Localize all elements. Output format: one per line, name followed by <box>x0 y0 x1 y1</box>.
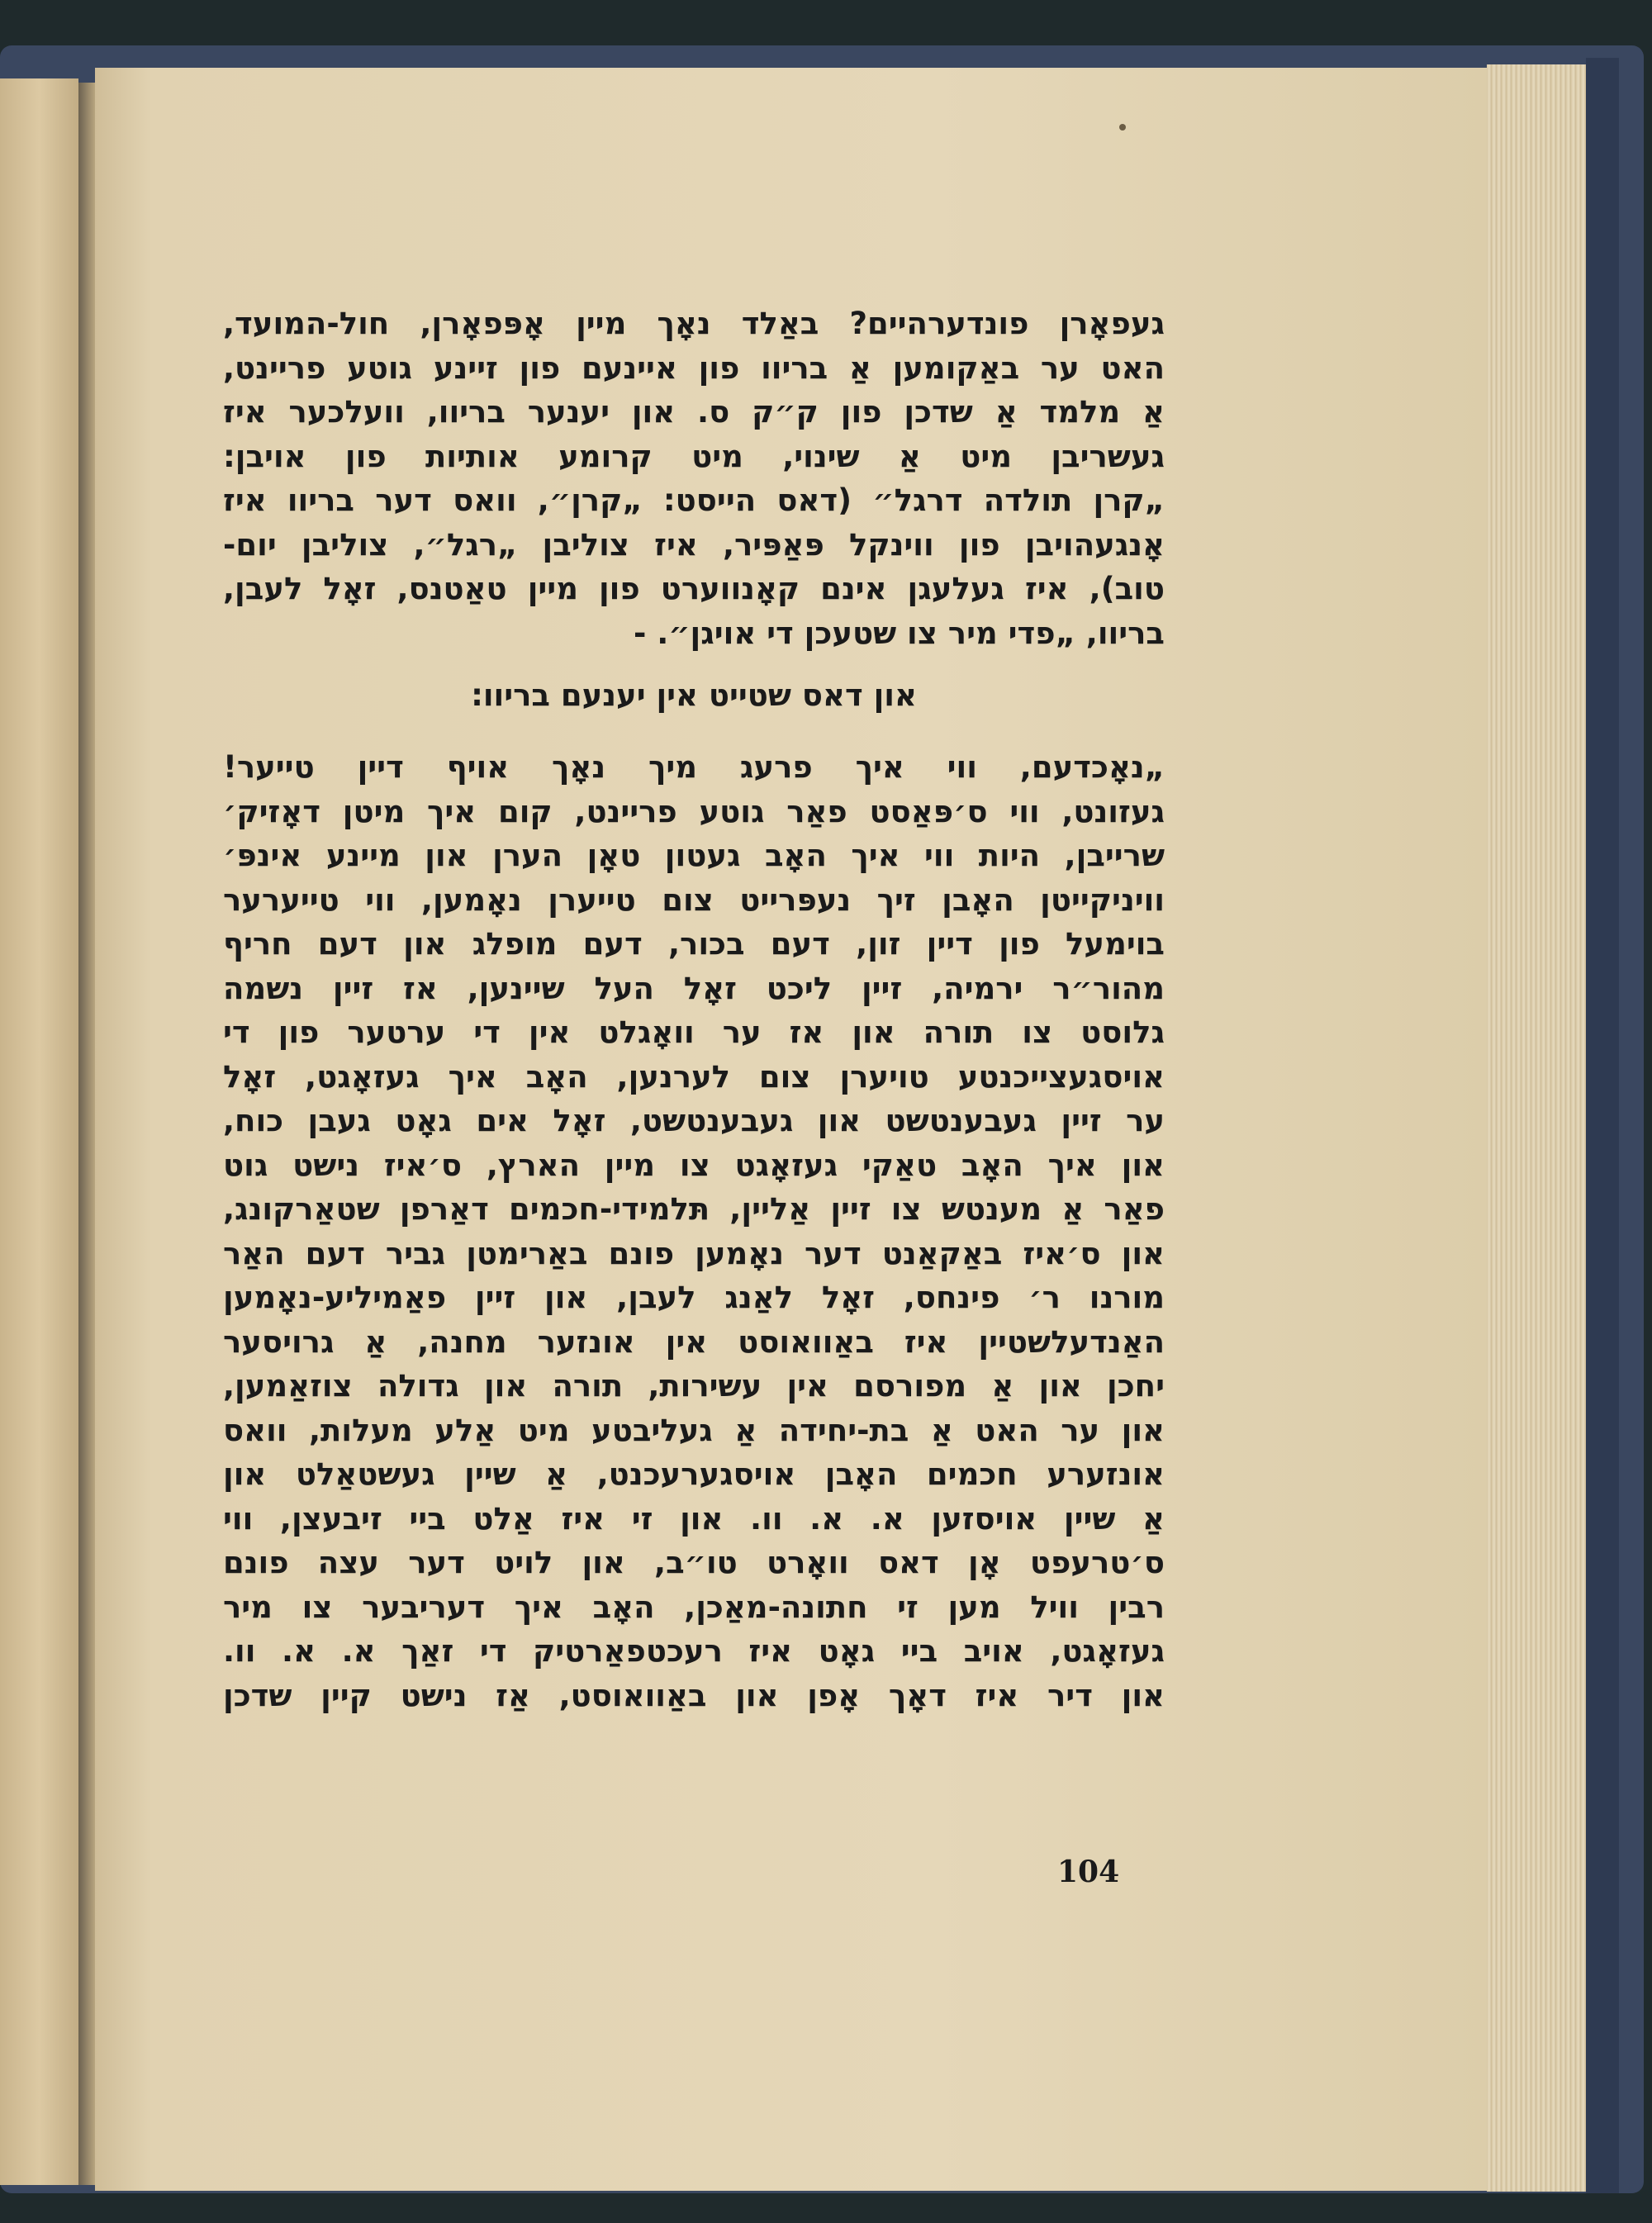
text-line: אויסגעצייכנטע טויערן צום לערנען, האָב איך געזאָגט, זאָל <box>223 1058 1165 1095</box>
text-line: בוימעל פון דיין זון, דעם בכור, דעם מופלג און דעם חריף <box>223 926 1165 962</box>
text-line: ס׳טרעפט אָן דאס וואָרט טו״ב, און לויט דער עצה פונם <box>223 1545 1165 1580</box>
page-number: 104 <box>1057 1855 1120 1889</box>
page-text <box>223 302 1165 1717</box>
text-line: און איך האָב טאַקי געזאָגט צו מיין הארץ, ס׳איז נישט גוט <box>223 1147 1165 1183</box>
text-line: און ס׳איז באַקאַנט דער נאָמען פונם באַרימטן גביר דעם האַר <box>223 1235 1165 1271</box>
text-line: מהור״ר ירמיה, זיין ליכט זאָל העל שיינען, אז זיין נשמה <box>223 970 1165 1006</box>
text-line: מורנו ר׳ פינחס, זאָל לאַנג לעבן, און זיין פאַמיליע-נאָמען <box>223 1280 1165 1315</box>
text-line: ער זיין געבענטשט און געבענטשט, זאָל אים גאָט געבן כוח, <box>223 1103 1165 1138</box>
text-line: האט ער באַקומען אַ בריוו פון איינעם פון זיינע גוטע פריינט, <box>223 349 1165 386</box>
text-line: גלוסט צו תורה און אז ער וואָגלט אין די ערטער פון די <box>223 1014 1165 1050</box>
text-line: טוב), איז געלעגן אינם קאָנווערט פון מיין טאַטנס, זאָל לעבן, <box>223 571 1165 606</box>
text-line: „נאָכדעם, ווי איך פרעג מיך נאָך אויף דיין טייער! <box>223 749 1165 785</box>
text-line: געזאָגט, אויב ביי גאָט איז רעכטפאַרטיק די זאַך א. א. וו. <box>223 1633 1165 1669</box>
page-edges <box>1487 64 1590 2192</box>
cover-edge <box>1586 58 1619 2193</box>
gutter-shadow <box>78 83 95 2185</box>
text-line: שרייבן, היות ווי איך האָב געטון טאָן הערן און מיינע אינפּ׳ <box>223 838 1165 873</box>
paragraph-2 <box>223 745 1165 1717</box>
section-heading: און דאס שטייט אין יענעם בריוו: <box>471 677 917 713</box>
text-line: אונזערע חכמים האָבן אויסגערעכנט, אַ שיין געשטאַלט און <box>223 1456 1165 1492</box>
text-line: אַ שיין אויסזען א. א. וו. און זי איז אַלט ביי זיבעצן, ווי <box>223 1500 1165 1537</box>
text-line: און דיר איז דאָך אָפן און באַוואוסט, אַז נישט קיין שדכן <box>223 1677 1165 1713</box>
text-line: האַנדעלשטיין איז באַוואוסט אין אונזער מחנה, אַ גרויסער <box>223 1323 1165 1360</box>
text-line: יחכן און אַ מפורסם אין עשירות, תורה און גדולה צוזאַמען, <box>223 1368 1165 1404</box>
text-line: פאַר אַ מענטש צו זיין אַליין, תּלמידי-חכמים דאַרפן שטאַרקונג, <box>223 1191 1165 1227</box>
text-line: געפאָרן פונדערהיים? באַלד נאָך מיין אָפּפאָרן, חול-המועד, <box>223 306 1165 341</box>
text-line: געזונט, ווי ס׳פּאַסט פאַר גוטע פריינט, קום איך מיטן דאָזיק׳ <box>223 793 1165 829</box>
text-line: „קרן תולדה דרגל״ (דאס הייסט: „קרן״, וואס דער בריוו איז <box>223 482 1165 518</box>
paragraph-1 <box>223 302 1165 655</box>
text-line: אָנגעהויבן פון ווינקל פּאַפּיר, איז צוליבן „רגל״, צוליבן יום- <box>223 526 1165 563</box>
text-line: בריוו, „פדי מיר צו שטעכן די אויגן״. - <box>633 615 1165 651</box>
text-line: וויניקייטן האָבן זיך נעפּרייט צום טייערן נאָמען, ווי טייערער <box>223 881 1165 918</box>
text-line: אַ מלמד אַ שדכן פון ק״ק ס. און יענער בריוו, וועלכער איז <box>223 394 1165 430</box>
paper-spot <box>1119 124 1126 131</box>
text-line: רבין וויל מען זי חתונה-מאַכן, האָב איך דעריבער צו מיר <box>223 1589 1165 1625</box>
text-line: געשריבן מיט אַ שינוי, מיט קרומע אותיות פון אויבן: <box>223 438 1165 474</box>
left-page <box>0 78 78 2185</box>
text-line: און ער האט אַ בת-יחידה אַ געליבטע מיט אַלע מעלות, וואס <box>223 1412 1165 1448</box>
